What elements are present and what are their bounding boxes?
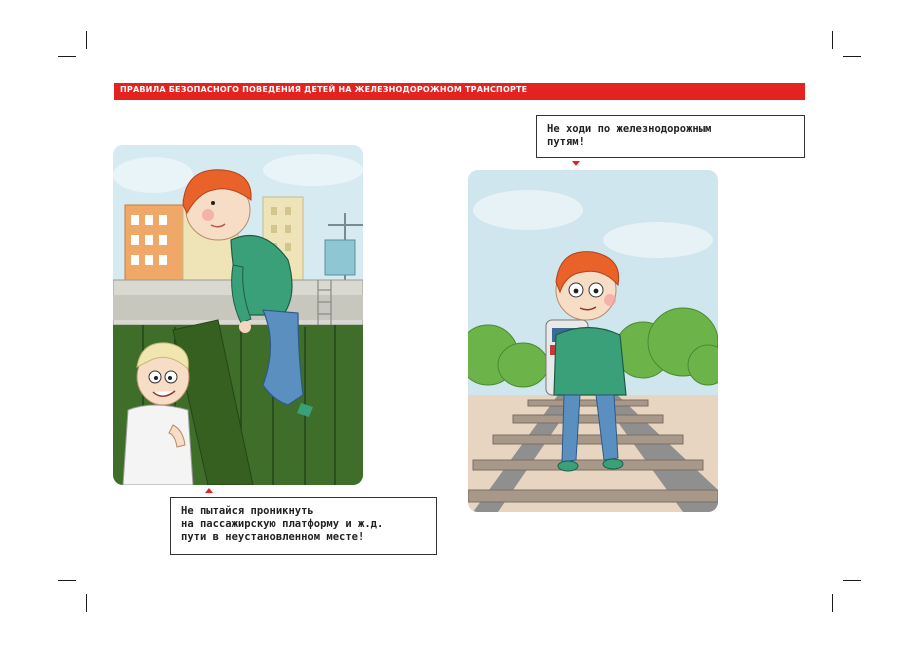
caption-right-pointer xyxy=(572,161,580,166)
crop-mark-bottom-right-h xyxy=(843,580,861,581)
illustration-fence-climbing xyxy=(113,145,363,485)
caption-right-line: Не ходи по железнодорожным xyxy=(547,123,712,135)
caption-left-line: пути в неустановленном месте! xyxy=(181,531,365,543)
crop-mark-bottom-right-v xyxy=(832,594,833,612)
crop-mark-top-left-h xyxy=(58,56,76,57)
caption-right-line: путям! xyxy=(547,136,585,148)
illustration-walking-on-tracks xyxy=(468,170,718,512)
crop-mark-bottom-left-h xyxy=(58,580,76,581)
caption-left-line: на пассажирскую платформу и ж.д. xyxy=(181,518,384,530)
caption-left-line: Не пытайся проникнуть xyxy=(181,505,314,517)
crop-mark-top-right-h xyxy=(843,56,861,57)
caption-left-pointer xyxy=(205,488,213,493)
crop-mark-top-right-v xyxy=(832,31,833,49)
caption-right xyxy=(536,115,805,158)
header-bar xyxy=(114,83,805,100)
caption-left xyxy=(170,497,437,555)
crop-mark-bottom-left-v xyxy=(86,594,87,612)
header-title: ПРАВИЛА БЕЗОПАСНОГО ПОВЕДЕНИЯ ДЕТЕЙ НА ЖЕЛЕЗНОДОРОЖНОМ ТРАНСПОРТЕ xyxy=(120,85,528,94)
crop-mark-top-left-v xyxy=(86,31,87,49)
